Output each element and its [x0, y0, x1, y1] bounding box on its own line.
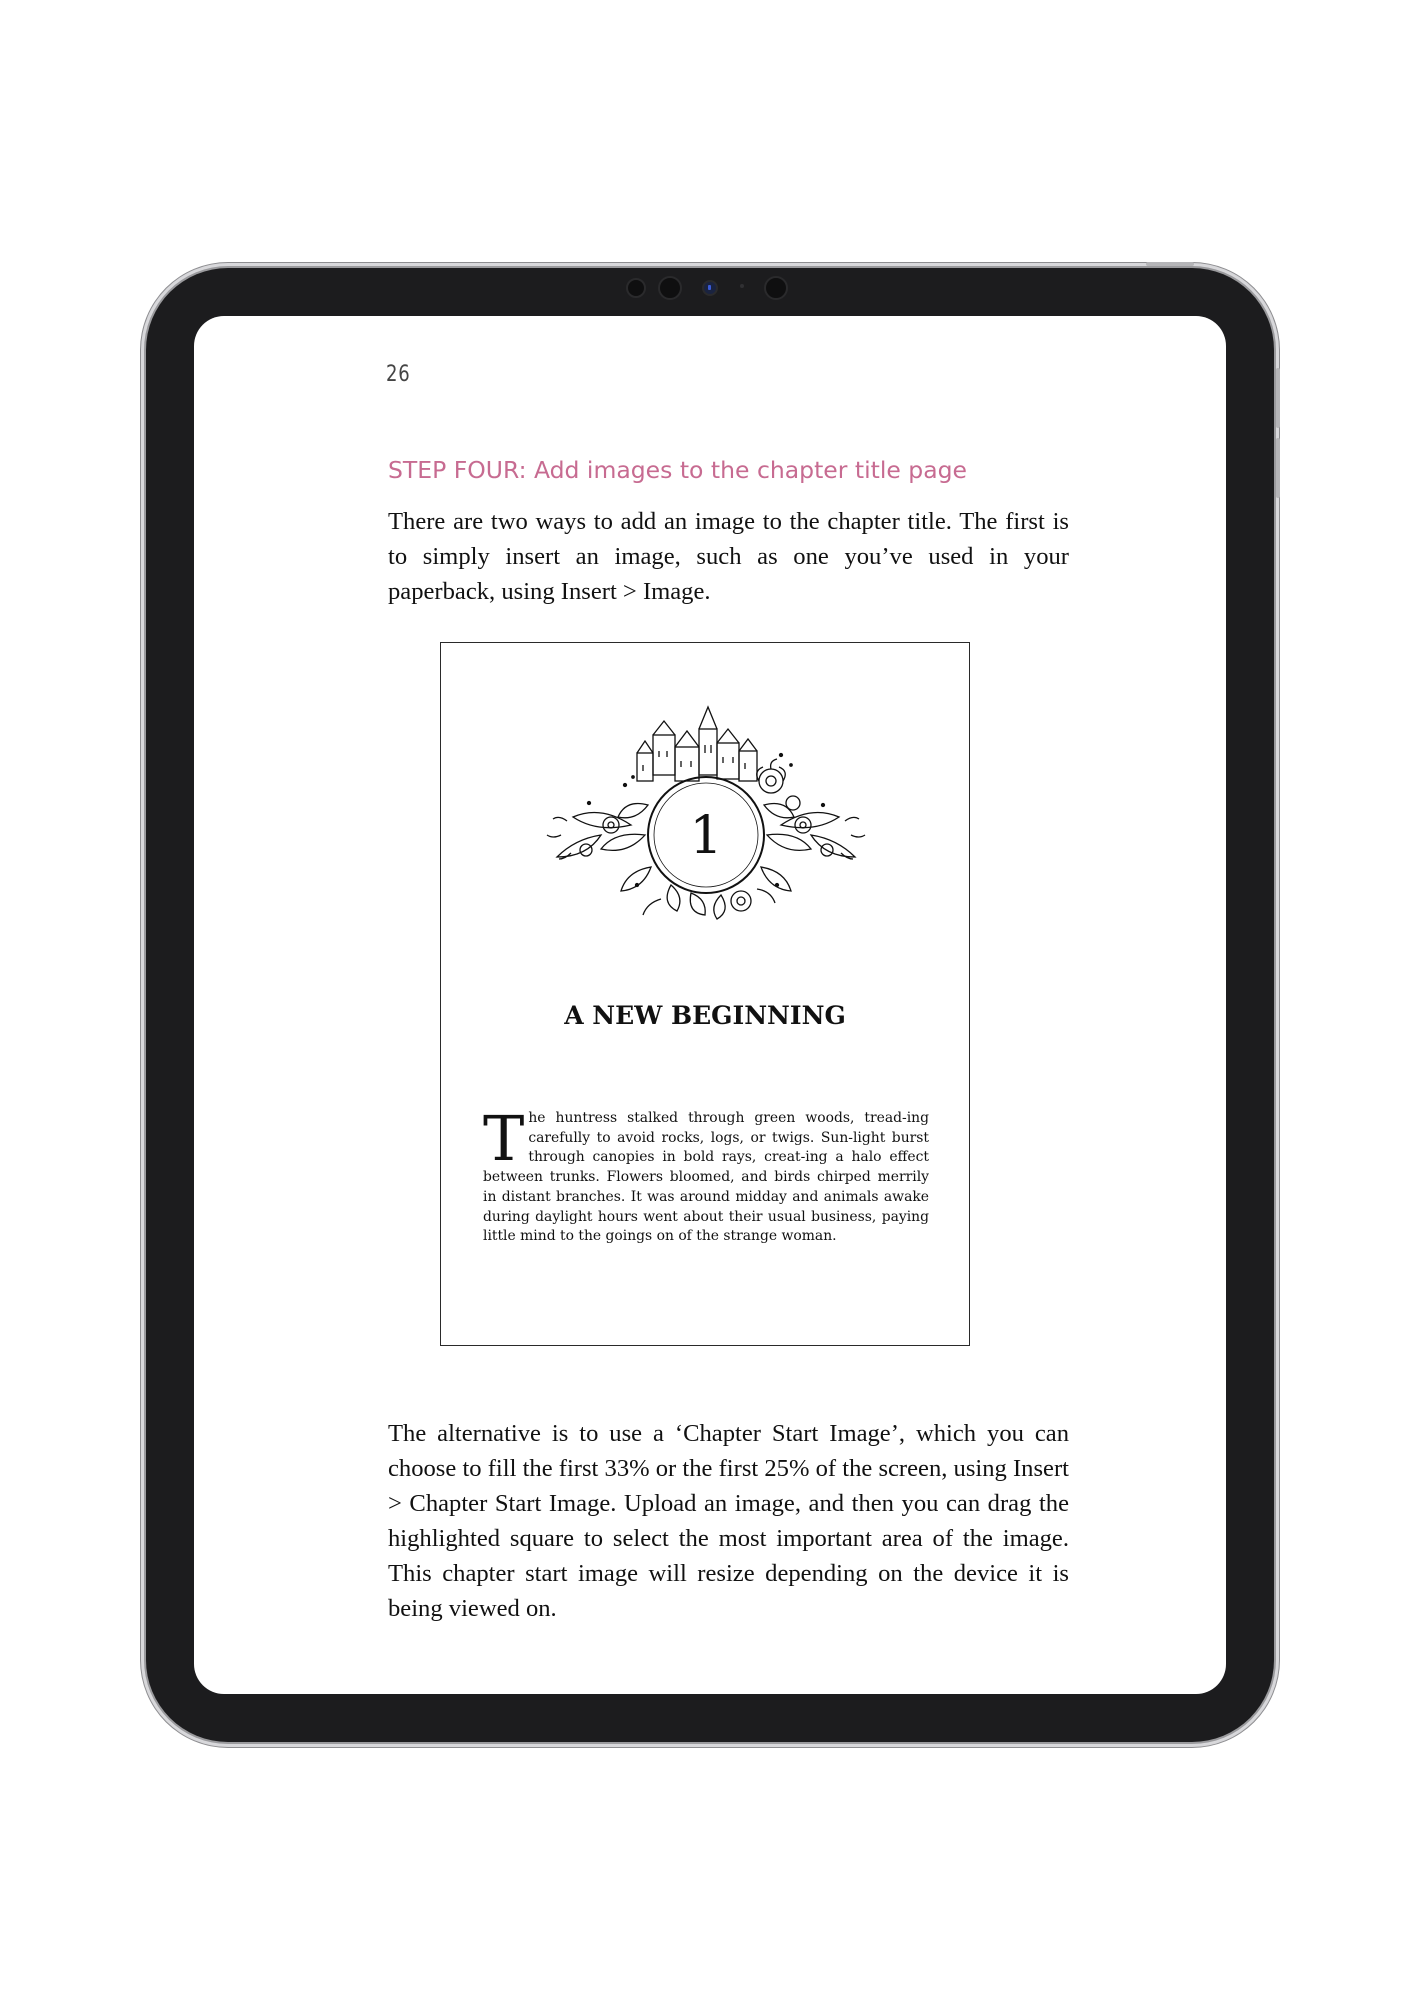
light-sensor-icon — [740, 284, 744, 288]
sensor-icon — [626, 278, 646, 298]
volume-up-button — [1276, 368, 1280, 428]
chapter-text — [483, 1102, 929, 1247]
castle-wreath-ornament-icon — [541, 685, 871, 925]
chapter-title: A NEW BEGINNING — [564, 1001, 846, 1030]
infrared-sensor-icon — [764, 276, 788, 300]
chapter-text-body: he huntress stalked through green woods, tread-ing carefully to avoid rocks, logs, or twigs. Sun-light burst through canopies in bold rays, creat-ing a halo effect between trunks. Flowers bloomed, and birds chirped merrily in distant branches. It was around midday and animals awake during daylight hours went about their usual business, paying little mind to the goings on of the strange woman. — [483, 1110, 929, 1245]
tablet-device — [146, 268, 1274, 1742]
body-paragraph-1: There are two ways to add an image to the chapter title. The first is to simply insert an image, such as one you’ve used in your paperback, using Insert > Image. — [388, 508, 1069, 605]
camera-indicator-icon — [702, 280, 718, 296]
screen — [194, 316, 1226, 1694]
chapter-number: 1 — [689, 806, 723, 866]
chapter-page-figure — [440, 642, 970, 1346]
top-button — [1146, 262, 1194, 266]
camera-icon — [658, 276, 682, 300]
page-number: 26 — [386, 362, 411, 387]
section-heading: STEP FOUR: Add images to the chapter title page — [388, 456, 967, 484]
camera-bar — [146, 278, 1274, 302]
drop-cap: T — [483, 1102, 525, 1175]
volume-down-button — [1276, 438, 1280, 498]
body-paragraph-2: The alternative is to use a ‘Chapter Start Image’, which you can choose to fill the first 33% or the first 25% of the screen, using Insert > Chapter Start Image. Upload an image, and then you can drag the highlighted square to select the most important area of the image. This chapter start image will resize depending on the device it is being viewed on. — [388, 1420, 1069, 1622]
